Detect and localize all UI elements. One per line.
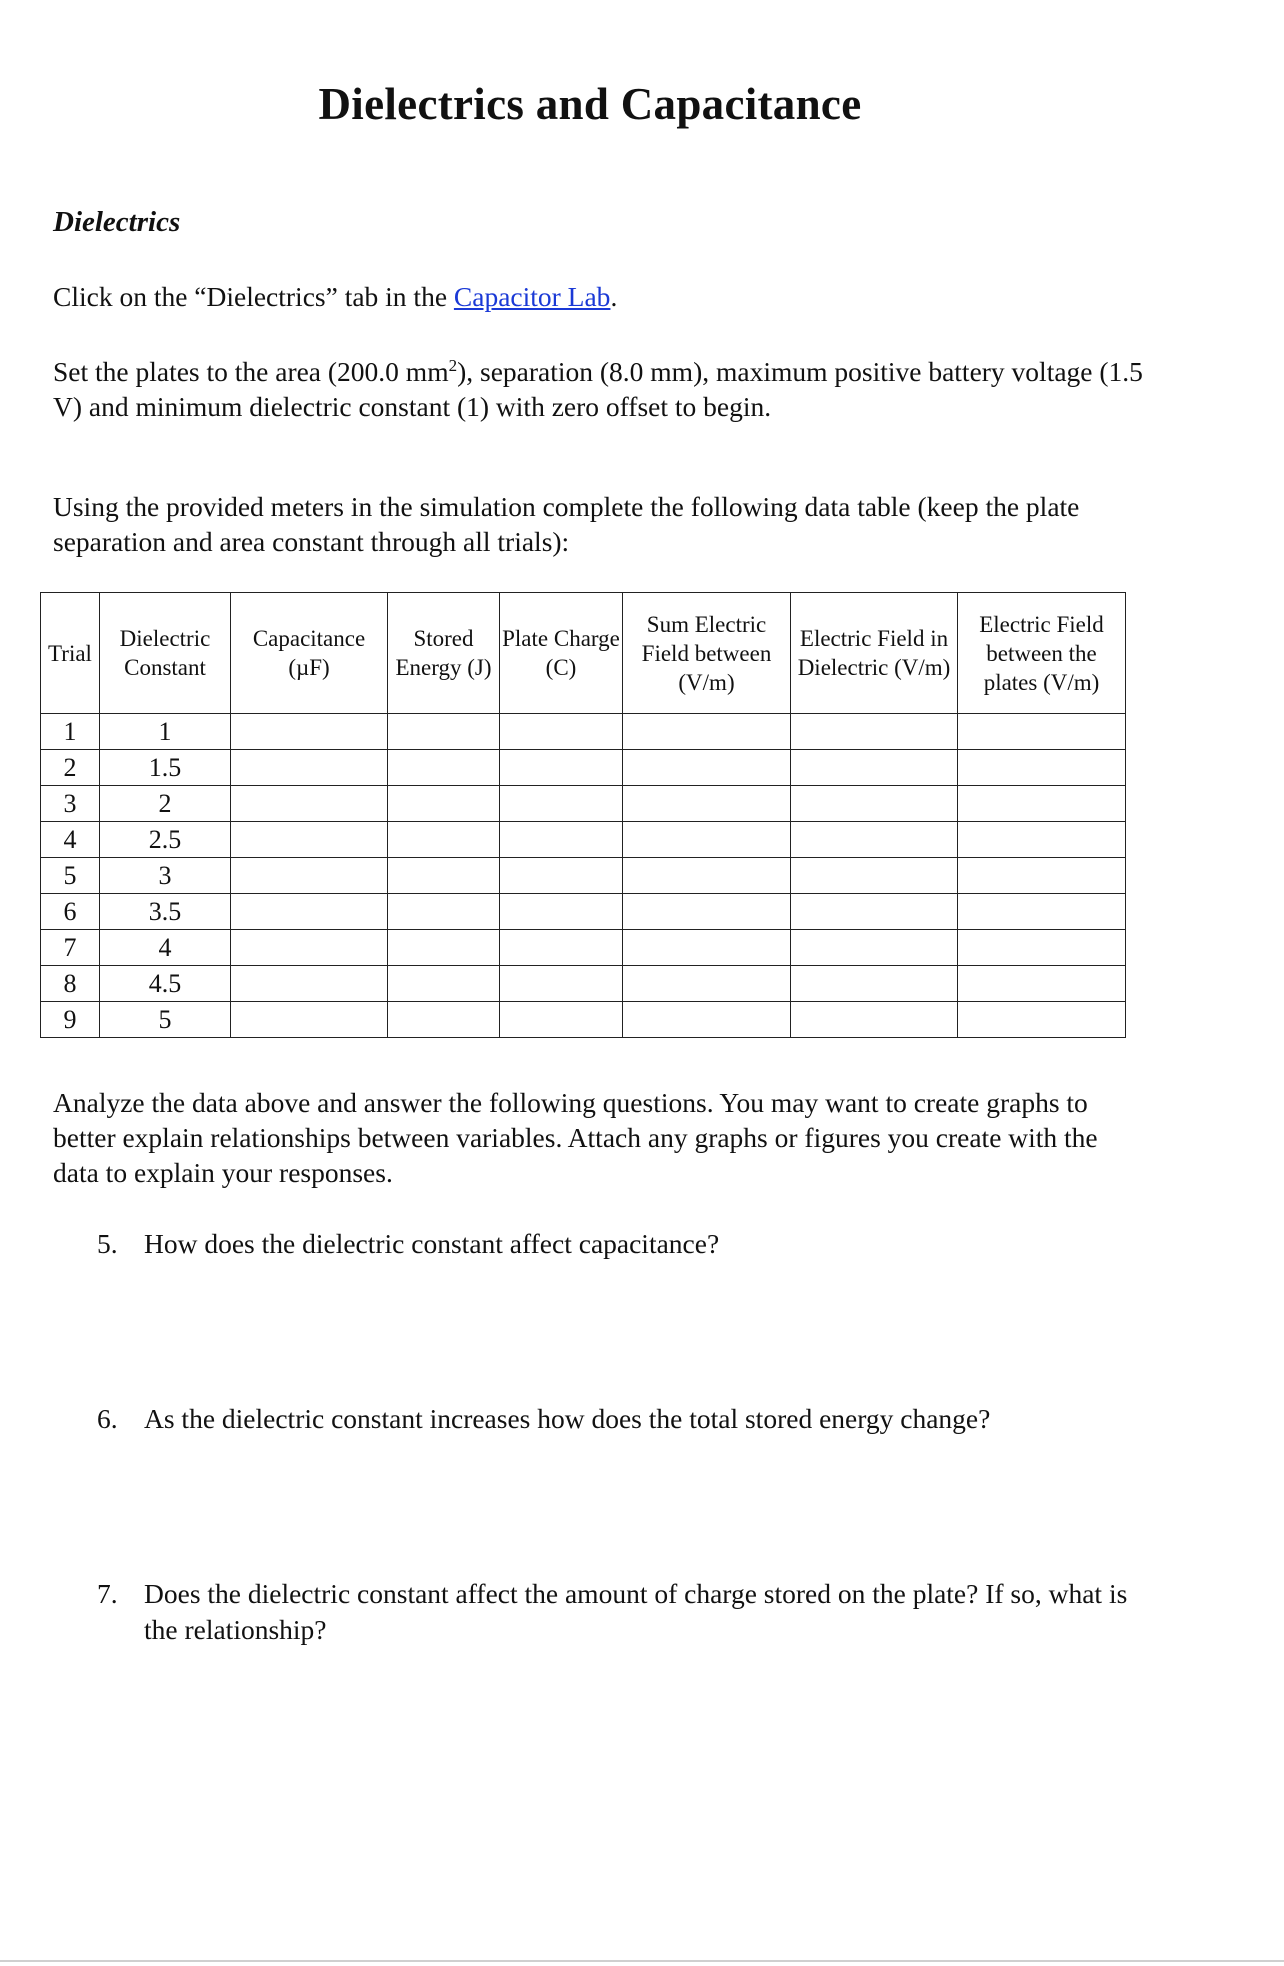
sum-field-cell[interactable] (623, 894, 791, 930)
table-row (41, 966, 1126, 1002)
capacitance-cell[interactable] (231, 822, 388, 858)
field-plates-cell[interactable] (958, 966, 1126, 1002)
field-plates-cell[interactable] (958, 786, 1126, 822)
field-dielectric-cell[interactable] (791, 786, 958, 822)
page-bottom-divider (0, 1960, 1284, 1962)
field-dielectric-cell[interactable] (791, 1002, 958, 1038)
sum-field-cell[interactable] (623, 822, 791, 858)
plate-charge-cell[interactable] (500, 894, 623, 930)
table-header-row (41, 593, 1126, 714)
dielectric-cell: 5 (100, 1002, 231, 1038)
field-dielectric-cell[interactable] (791, 714, 958, 750)
sum-field-cell[interactable] (623, 786, 791, 822)
trial-cell: 1 (41, 714, 100, 750)
stored-energy-cell[interactable] (388, 750, 500, 786)
capacitance-cell[interactable] (231, 1002, 388, 1038)
stored-energy-cell[interactable] (388, 1002, 500, 1038)
sum-field-cell[interactable] (623, 858, 791, 894)
trial-cell: 2 (41, 750, 100, 786)
instruction-setup-part2: ), separation (8.0 mm), maximum positive battery voltage (1.5 V) and minimum dielectric constant (1) with zero offset to begin. (53, 356, 1143, 423)
plate-charge-cell[interactable] (500, 858, 623, 894)
instruction-setup-part1: Set the plates to the area (200.0 mm (53, 356, 449, 388)
sum-field-cell[interactable] (623, 1002, 791, 1038)
question-text: As the dielectric constant increases how does the total stored energy change? (144, 1403, 991, 1434)
header-stored-energy: Stored Energy (J) (388, 593, 500, 714)
header-sum-electric-field: Sum Electric Field between (V/m) (623, 593, 791, 714)
capacitance-cell[interactable] (231, 786, 388, 822)
section-heading: Dielectrics (53, 206, 181, 238)
instruction-tab-after: . (610, 281, 618, 312)
dielectric-cell: 3 (100, 858, 231, 894)
stored-energy-cell[interactable] (388, 966, 500, 1002)
page-title: Dielectrics and Capacitance (318, 79, 862, 129)
header-trial: Trial (41, 593, 100, 714)
table-row (41, 858, 1126, 894)
trial-cell: 4 (41, 822, 100, 858)
field-dielectric-cell[interactable] (791, 750, 958, 786)
trial-cell: 6 (41, 894, 100, 930)
data-table (40, 592, 1126, 1038)
table-row (41, 930, 1126, 966)
dielectric-cell: 3.5 (100, 894, 231, 930)
dielectric-cell: 4 (100, 930, 231, 966)
question-text: How does the dielectric constant affect capacitance? (144, 1228, 720, 1259)
dielectric-cell: 1.5 (100, 750, 231, 786)
field-plates-cell[interactable] (958, 1002, 1126, 1038)
field-dielectric-cell[interactable] (791, 858, 958, 894)
question-6 (97, 1401, 1157, 1437)
dielectric-cell: 2 (100, 786, 231, 822)
trial-cell: 5 (41, 858, 100, 894)
field-dielectric-cell[interactable] (791, 966, 958, 1002)
plate-charge-cell[interactable] (500, 750, 623, 786)
capacitance-cell[interactable] (231, 750, 388, 786)
capacitance-cell[interactable] (231, 858, 388, 894)
field-plates-cell[interactable] (958, 894, 1126, 930)
capacitance-cell[interactable] (231, 966, 388, 1002)
instruction-tab (53, 279, 1143, 314)
analysis-intro: Analyze the data above and answer the following questions. You may want to create graphs to better explain relationships between variables. Attach any graphs or figures you create with the data to explain your responses. (53, 1087, 1098, 1188)
dielectric-cell: 1 (100, 714, 231, 750)
plate-charge-cell[interactable] (500, 1002, 623, 1038)
question-5 (97, 1226, 1157, 1262)
question-text: Does the dielectric constant affect the amount of charge stored on the plate? If so, what is the relationship? (144, 1578, 1128, 1645)
header-dielectric-constant: Dielectric Constant (100, 593, 231, 714)
capacitance-cell[interactable] (231, 714, 388, 750)
dielectric-cell: 4.5 (100, 966, 231, 1002)
table-row (41, 786, 1126, 822)
table-row (41, 750, 1126, 786)
stored-energy-cell[interactable] (388, 930, 500, 966)
plate-charge-cell[interactable] (500, 930, 623, 966)
table-row (41, 894, 1126, 930)
trial-cell: 8 (41, 966, 100, 1002)
field-plates-cell[interactable] (958, 822, 1126, 858)
instruction-setup (53, 348, 1143, 424)
sum-field-cell[interactable] (623, 930, 791, 966)
question-number: 6. (97, 1403, 118, 1434)
trial-cell: 7 (41, 930, 100, 966)
stored-energy-cell[interactable] (388, 786, 500, 822)
field-plates-cell[interactable] (958, 714, 1126, 750)
question-number: 5. (97, 1228, 118, 1259)
field-dielectric-cell[interactable] (791, 930, 958, 966)
question-7 (97, 1576, 1157, 1648)
plate-charge-cell[interactable] (500, 822, 623, 858)
field-dielectric-cell[interactable] (791, 894, 958, 930)
trial-cell: 9 (41, 1002, 100, 1038)
instruction-table: Using the provided meters in the simulation complete the following data table (keep the plate separation and area constant through all trials): (53, 491, 1080, 557)
capacitance-cell[interactable] (231, 894, 388, 930)
instruction-setup-superscript: 2 (448, 356, 458, 375)
table-row (41, 1002, 1126, 1038)
stored-energy-cell[interactable] (388, 894, 500, 930)
field-plates-cell[interactable] (958, 858, 1126, 894)
dielectric-cell: 2.5 (100, 822, 231, 858)
header-capacitance: Capacitance (µF) (231, 593, 388, 714)
stored-energy-cell[interactable] (388, 858, 500, 894)
plate-charge-cell[interactable] (500, 786, 623, 822)
field-plates-cell[interactable] (958, 750, 1126, 786)
header-field-in-dielectric: Electric Field in Dielectric (V/m) (791, 593, 958, 714)
sum-field-cell[interactable] (623, 966, 791, 1002)
table-row (41, 822, 1126, 858)
table-row (41, 714, 1126, 750)
sum-field-cell[interactable] (623, 714, 791, 750)
field-plates-cell[interactable] (958, 930, 1126, 966)
header-plate-charge: Plate Charge (C) (500, 593, 623, 714)
field-dielectric-cell[interactable] (791, 822, 958, 858)
capacitor-lab-link[interactable]: Capacitor Lab (453, 281, 611, 312)
plate-charge-cell[interactable] (500, 714, 623, 750)
question-number: 7. (97, 1578, 118, 1609)
header-field-between-plates: Electric Field between the plates (V/m) (958, 593, 1126, 714)
capacitance-cell[interactable] (231, 930, 388, 966)
stored-energy-cell[interactable] (388, 714, 500, 750)
stored-energy-cell[interactable] (388, 822, 500, 858)
instruction-tab-before: Click on the “Dielectrics” tab in the (53, 281, 454, 312)
sum-field-cell[interactable] (623, 750, 791, 786)
trial-cell: 3 (41, 786, 100, 822)
plate-charge-cell[interactable] (500, 966, 623, 1002)
